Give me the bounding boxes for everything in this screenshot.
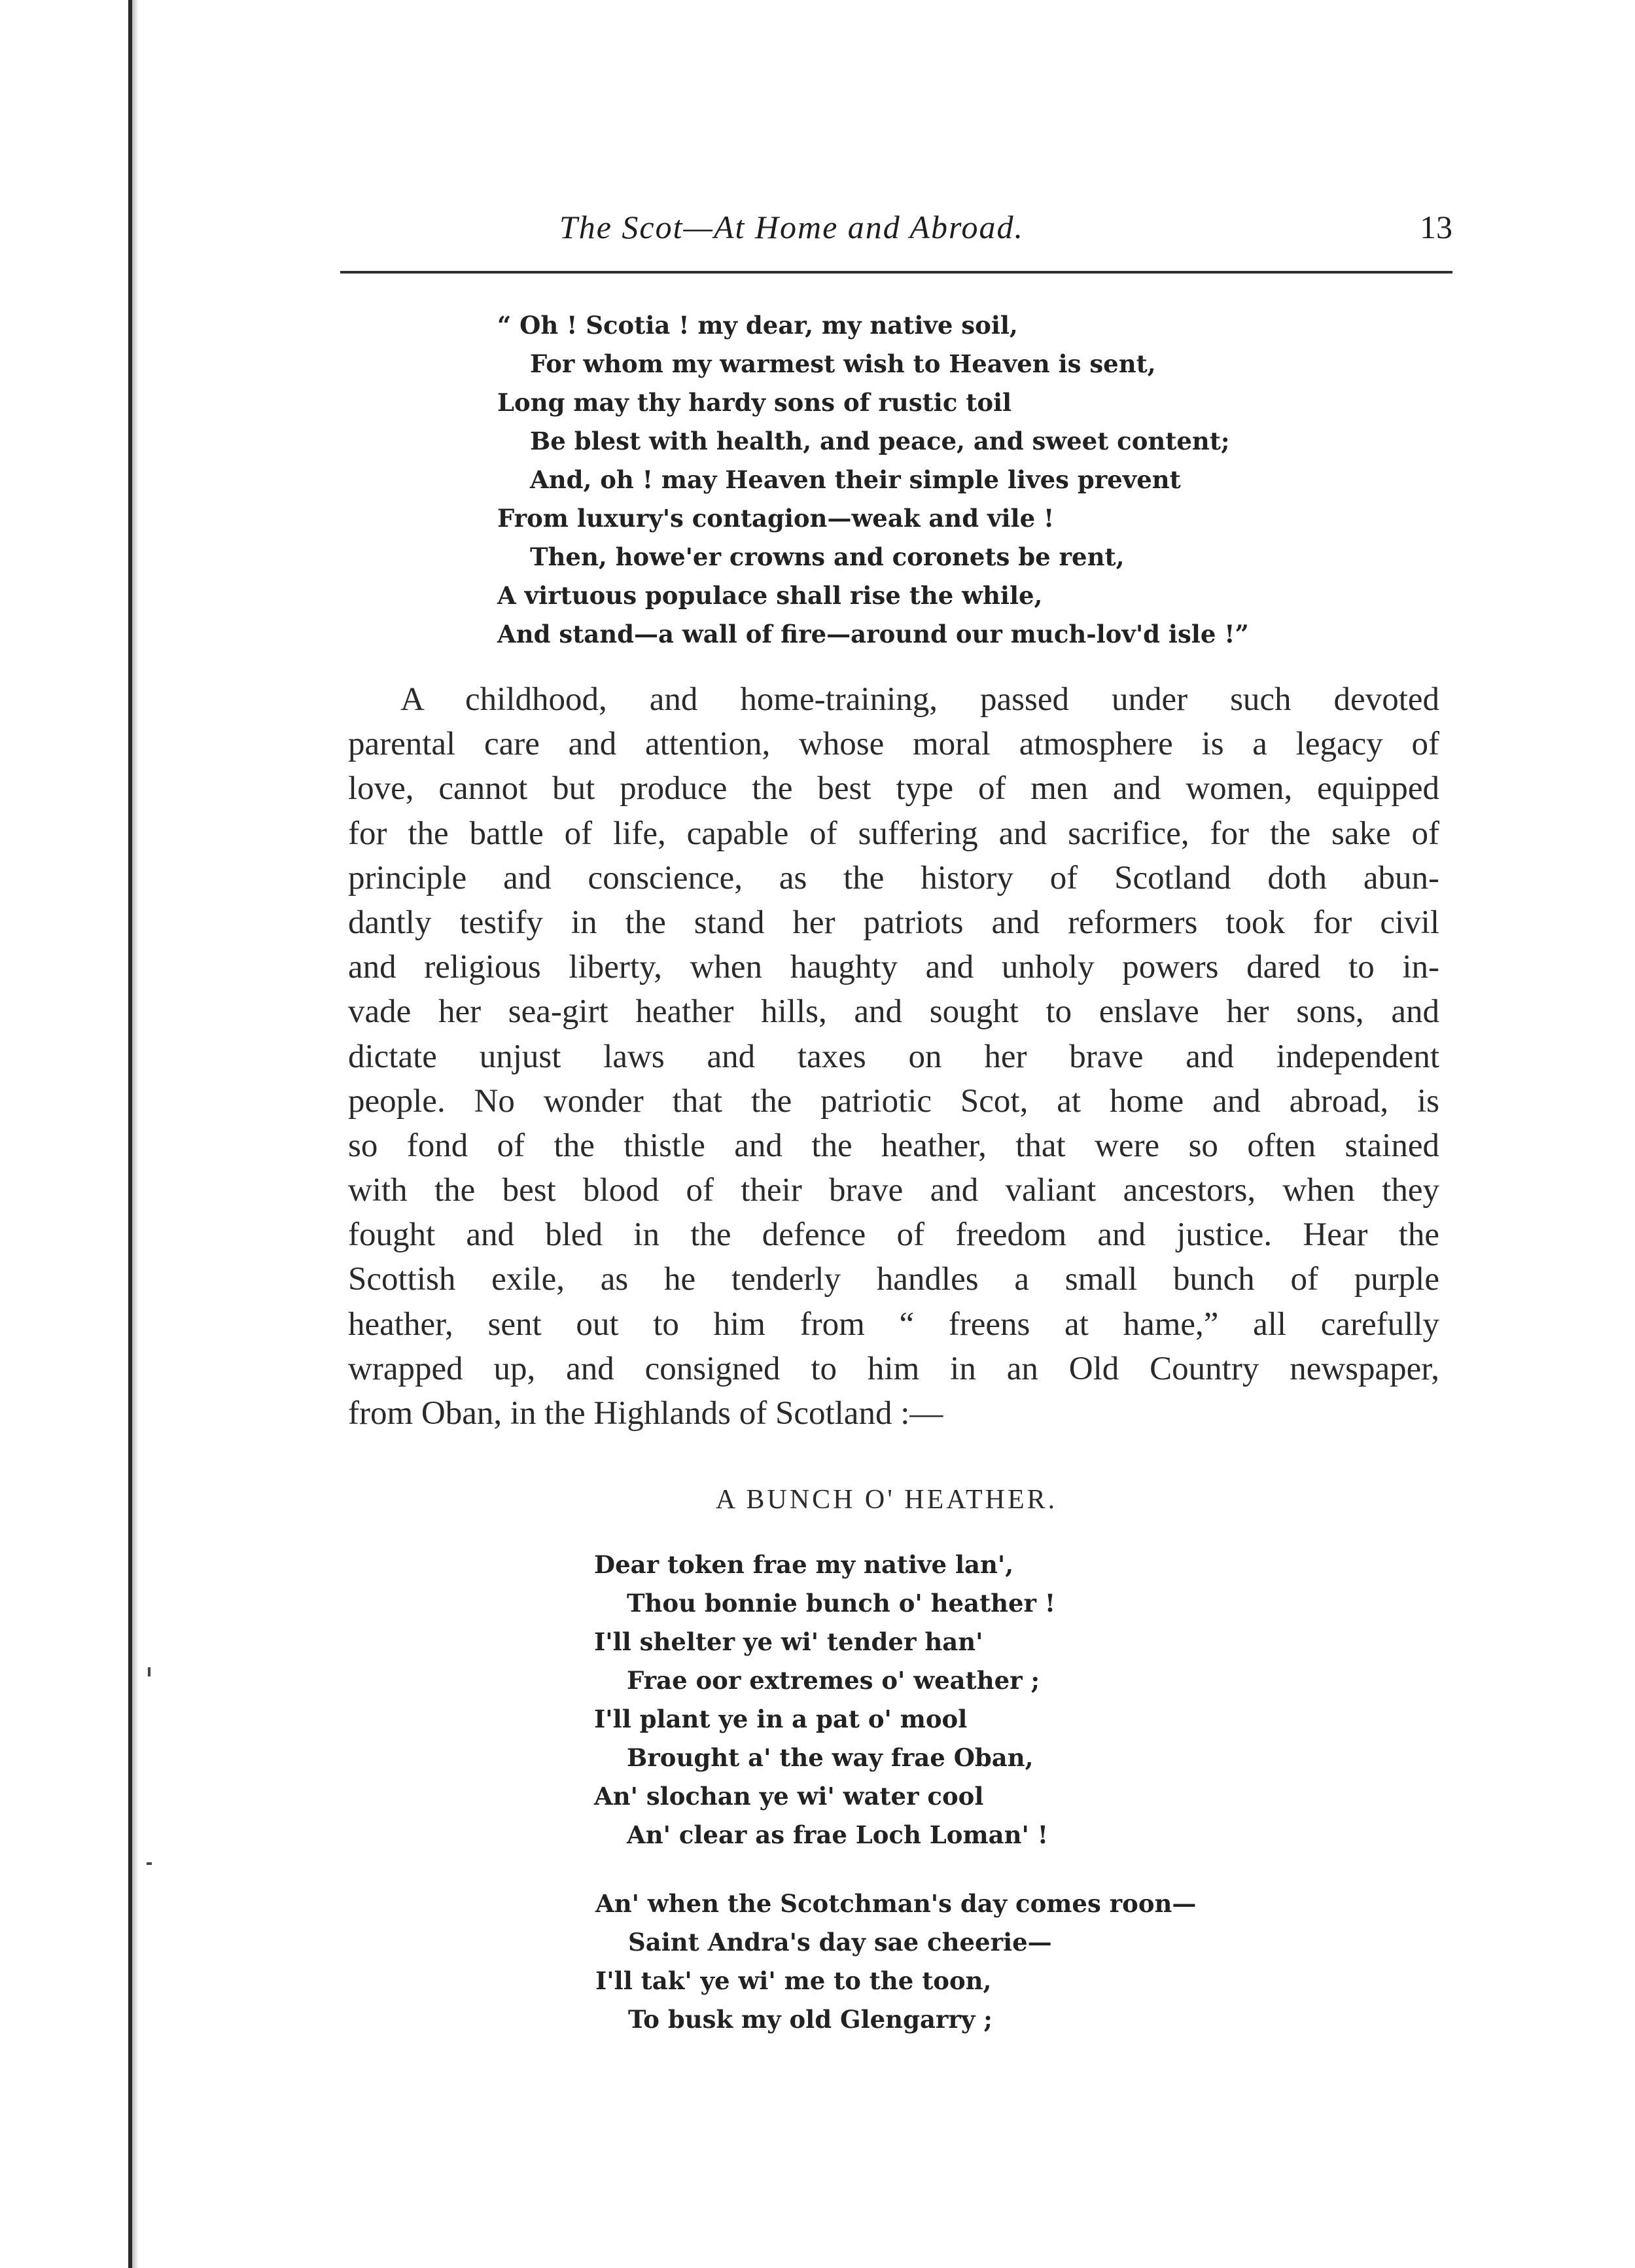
verse-line: Long may thy hardy sons of rustic toil	[497, 388, 1012, 417]
body-paragraph	[348, 677, 1439, 1436]
stanza-line: An' clear as frae Loch Loman' !	[627, 1820, 1048, 1849]
paragraph-line: love, cannot but produce the best type of men and women, equipped	[348, 770, 1439, 807]
paragraph-line: parental care and attention, whose moral atmosphere is a legacy of	[348, 726, 1439, 763]
paragraph-line: dantly testify in the stand her patriots and reformers took for civil	[348, 904, 1439, 941]
paragraph-line: for the battle of life, capable of suffering and sacrifice, for the sake of	[348, 815, 1439, 852]
running-head-title: The Scot—At Home and Abroad.	[559, 209, 1025, 245]
stanza-line: Frae oor extremes o' weather ;	[627, 1666, 1040, 1695]
poem-stanza-1	[594, 1546, 1055, 1854]
paragraph-line: with the best blood of their brave and valiant ancestors, when they	[348, 1172, 1439, 1209]
stanza-line: I'll shelter ye wi' tender han'	[594, 1627, 983, 1656]
stanza-line: Dear token frae my native lan',	[594, 1550, 1014, 1579]
poem-stanza-2	[595, 1885, 1196, 2039]
poem-title: A BUNCH O' HEATHER.	[715, 1485, 1058, 1515]
verse-line: From luxury's contagion—weak and vile !	[497, 504, 1055, 533]
running-head	[340, 208, 1452, 254]
paragraph-line: Scottish exile, as he tenderly handles a small bunch of purple	[348, 1261, 1439, 1298]
paragraph-line: fought and bled in the defence of freedom and justice. Hear the	[348, 1216, 1439, 1254]
opening-verse	[497, 306, 1249, 654]
verse-line: And stand—a wall of fire—around our much-lov'd isle !”	[497, 620, 1249, 648]
stanza-line: I'll plant ye in a pat o' mool	[594, 1705, 968, 1733]
paragraph-line: dictate unjust laws and taxes on her brave and independent	[348, 1038, 1439, 1075]
paragraph-line: vade her sea-girt heather hills, and sought to enslave her sons, and	[348, 993, 1439, 1031]
verse-line: Be blest with health, and peace, and sweet content;	[530, 427, 1230, 455]
paragraph-line: so fond of the thistle and the heather, that were so often stained	[348, 1127, 1439, 1164]
margin-speck	[147, 1862, 152, 1865]
paragraph-line: from Oban, in the Highlands of Scotland :—	[348, 1395, 943, 1432]
stanza-line: Saint Andra's day sae cheerie—	[628, 1928, 1052, 1957]
stanza-line: Brought a' the way frae Oban,	[627, 1743, 1034, 1772]
paragraph-line: heather, sent out to him from “ freens at hame,” all carefully	[348, 1305, 1439, 1343]
paragraph-line: principle and conscience, as the history of Scotland doth abun-	[348, 859, 1439, 896]
verse-line: A virtuous populace shall rise the while,	[497, 581, 1043, 610]
stanza-line: An' when the Scotchman's day comes roon—	[595, 1889, 1197, 1918]
paragraph-line: wrapped up, and consigned to him in an Old Country newspaper,	[348, 1350, 1439, 1387]
verse-line: And, oh ! may Heaven their simple lives prevent	[530, 465, 1181, 494]
verse-line: Then, howe'er crowns and coronets be rent,	[530, 542, 1125, 571]
paragraph-line: A childhood, and home-training, passed under such devoted	[400, 681, 1439, 718]
paragraph-line: people. No wonder that the patriotic Scot, at home and abroad, is	[348, 1082, 1439, 1120]
stanza-line: To busk my old Glengarry ;	[628, 2005, 993, 2034]
paragraph-line: and religious liberty, when haughty and unholy powers dared to in-	[348, 949, 1439, 986]
header-rule	[340, 271, 1452, 274]
verse-line: For whom my warmest wish to Heaven is sent,	[530, 349, 1156, 378]
spine-shadow	[132, 0, 139, 2268]
stanza-line: An' slochan ye wi' water cool	[594, 1782, 984, 1811]
page-number: 13	[1420, 209, 1452, 245]
margin-speck	[148, 1667, 150, 1676]
stanza-line: Thou bonnie bunch o' heather !	[627, 1589, 1056, 1618]
stanza-line: I'll tak' ye wi' me to the toon,	[595, 1966, 992, 1995]
verse-line: “ Oh ! Scotia ! my dear, my native soil,	[497, 311, 1018, 340]
